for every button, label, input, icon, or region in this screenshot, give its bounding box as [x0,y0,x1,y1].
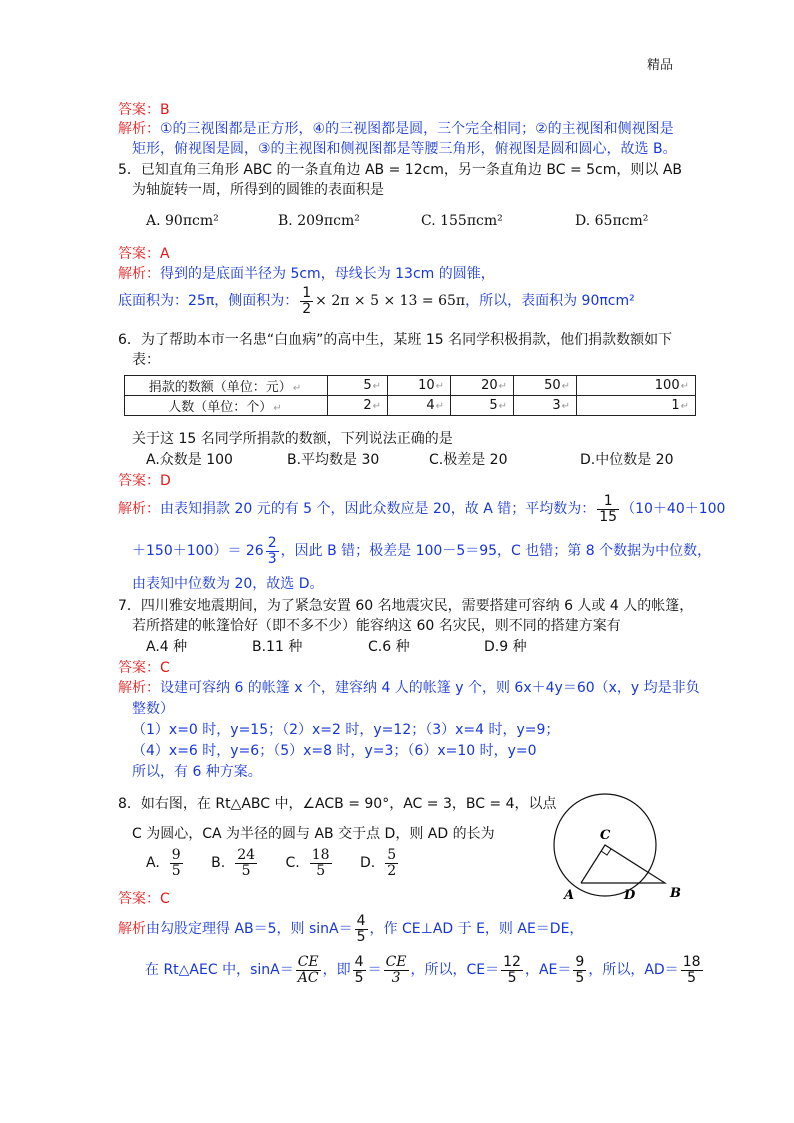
q7-stem-line2: 若所搭建的帐篷恰好（即不多不少）能容纳这 60 名灾民，则不同的搭建方案有 [132,618,621,634]
label-a: A [564,888,575,903]
answer-value: B [160,102,170,118]
q7-option-d: D.9 种 [484,639,527,655]
label-b: B [670,886,681,901]
q5-answer: 答案：A [118,246,170,262]
q7-analysis-line1: 解析：设建可容纳 6 的帐篷 x 个，建容纳 4 人的帐篷 y 个，则 6x＋4y＝60（x，y 均是非负 [118,680,700,696]
q6-analysis-line3: 由表知中位数为 20，故选 D。 [132,576,324,592]
q7-analysis-line4: （4）x=6 时，y=6；（5）x=8 时，y=3；（6）x=10 时，y=0 [132,743,537,759]
q5-option-a: A. 90πcm² [146,213,219,229]
q6-option-b: B.平均数是 30 [287,452,380,468]
table-row [125,376,696,396]
q8-options [146,848,400,878]
q6-answer: 答案：D [118,473,171,489]
q6-stem-line2: 表： [132,352,160,368]
table-cell: 人数（单位：个）↵ [125,396,328,416]
q6-stem-line1: 6．为了帮助本市一名患“白血病”的高中生，某班 15 名同学积极捐款，他们捐款数额如下 [118,332,673,348]
table-cell: 5↵ [328,376,388,396]
q8-option-b: B. $\frac{24}{5}$ [211,847,256,879]
circle-triangle-figure [548,792,688,908]
q8-option-a: A. $\frac{9}{5}$ [146,847,181,879]
fraction-one-half: $\frac{1}{2}$ [302,285,312,317]
q7-option-c: C.6 种 [368,639,410,655]
q7-analysis-line2: 整数） [132,701,174,717]
q6-option-c: C.极差是 20 [429,452,508,468]
q6-analysis-line2: ＋150＋100）＝ 26 $\frac{2}{3}$ ，因此 B 错；极差是 100－5＝95，C 也错；第 8 个数据为中位数， [132,535,712,567]
answer-label: 答案： [118,102,160,118]
table-row [125,396,696,416]
q5-option-c: C. 155πcm² [421,213,503,229]
table-cell: 10↵ [388,376,451,396]
q7-option-b: B.11 种 [252,639,303,655]
q6-question: 关于这 15 名同学所捐款的数额，下列说法正确的是 [132,431,453,447]
prev-analysis-line1: 解析：①的三视图都是正方形，④的三视图都是圆，三个完全相同；②的主视图和侧视图是 [118,121,674,137]
table-cell: 3↵ [514,396,577,416]
q8-stem-line2: C 为圆心，CA 为半径的圆与 AB 交于点 D，则 AD 的长为 [132,826,495,842]
donation-table [124,375,696,416]
page-header: 精品 [647,58,674,73]
q7-answer: 答案：C [118,660,170,676]
mixed-fraction-two-thirds: $\frac{2}{3}$ [267,535,277,567]
prev-answer [118,102,170,120]
fraction-one-fifteenth: $\frac{1}{15}$ [599,493,618,525]
table-cell: 2↵ [328,396,388,416]
q5-option-d: D. 65πcm² [575,213,649,229]
q8-stem-line1: 8．如右图，在 Rt△ABC 中，∠ACB = 90°，AC = 3，BC = 4，以点 [118,796,557,812]
label-c: C [600,828,611,843]
q8-analysis-line1: 解析由勾股定理得 AB＝5，则 sinA＝ $\frac{4}{5}$ ，作 CE⊥AD 于 E，则 AE＝DE， [118,913,584,945]
q5-option-b: B. 209πcm² [278,213,360,229]
q8-answer: 答案：C [118,891,170,907]
table-cell: 50↵ [514,376,577,396]
q6-option-d: D.中位数是 20 [580,452,674,468]
q7-option-a: A.4 种 [146,639,188,655]
table-cell: 4↵ [388,396,451,416]
q6-option-a: A.众数是 100 [146,452,233,468]
prev-analysis-line2: 矩形，俯视图是圆，③的主视图和侧视图都是等腰三角形，俯视图是圆和圆心，故选 B。 [132,141,677,157]
q5-stem-line1: 5．已知直角三角形 ABC 的一条直角边 AB = 12cm，另一条直角边 BC = 5cm，则以 AB [118,162,683,178]
q5-analysis-line1: 解析：得到的是底面半径为 5cm，母线长为 13cm 的圆锥， [118,266,495,282]
q5-stem-line2: 为轴旋转一周，所得到的圆锥的表面积是 [132,182,384,198]
q7-analysis-line3: （1）x=0 时，y=15；（2）x=2 时，y=12；（3）x=4 时，y=9； [132,722,560,738]
table-cell: 20↵ [451,376,514,396]
q8-option-d: D. $\frac{5}{2}$ [360,847,397,879]
q8-analysis-line2: 在 Rt△AEC 中，sinA＝ $\frac{CE}{AC}$ ，即 $\frac{4}{5}$ ＝ $\frac{CE}{3}$ ，所以，CE＝ $\frac{12}{5}$ ，AE＝ $\frac{9}{5}$ ，所以，AD＝ $\frac{18}{5}$ [145,954,701,986]
table-cell: 100↵ [577,376,696,396]
analysis-label: 解析： [118,121,160,137]
label-d: D [624,888,636,903]
q7-stem-line1: 7．四川雅安地震期间，为了紧急安置 60 名地震灾民，需要搭建可容纳 6 人或 4 人的帐篷， [118,598,694,614]
table-cell: 5↵ [451,396,514,416]
table-cell: 1↵ [577,396,696,416]
table-cell: 捐款的数额（单位：元）↵ [125,376,328,396]
q6-analysis-line1: 解析：由表知捐款 20 元的有 5 个，因此众数应是 20，故 A 错；平均数为： $\frac{1}{15}$ （10＋40＋100 [118,493,726,525]
q5-analysis-line2: 底面积为：25π，侧面积为： $\frac{1}{2}$ × 2π × 5 × 13 = 65π，所以，表面积为 90πcm² [118,285,635,317]
q7-analysis-line5: 所以，有 6 种方案。 [132,764,262,780]
q8-option-c: C. $\frac{18}{5}$ [285,847,330,879]
